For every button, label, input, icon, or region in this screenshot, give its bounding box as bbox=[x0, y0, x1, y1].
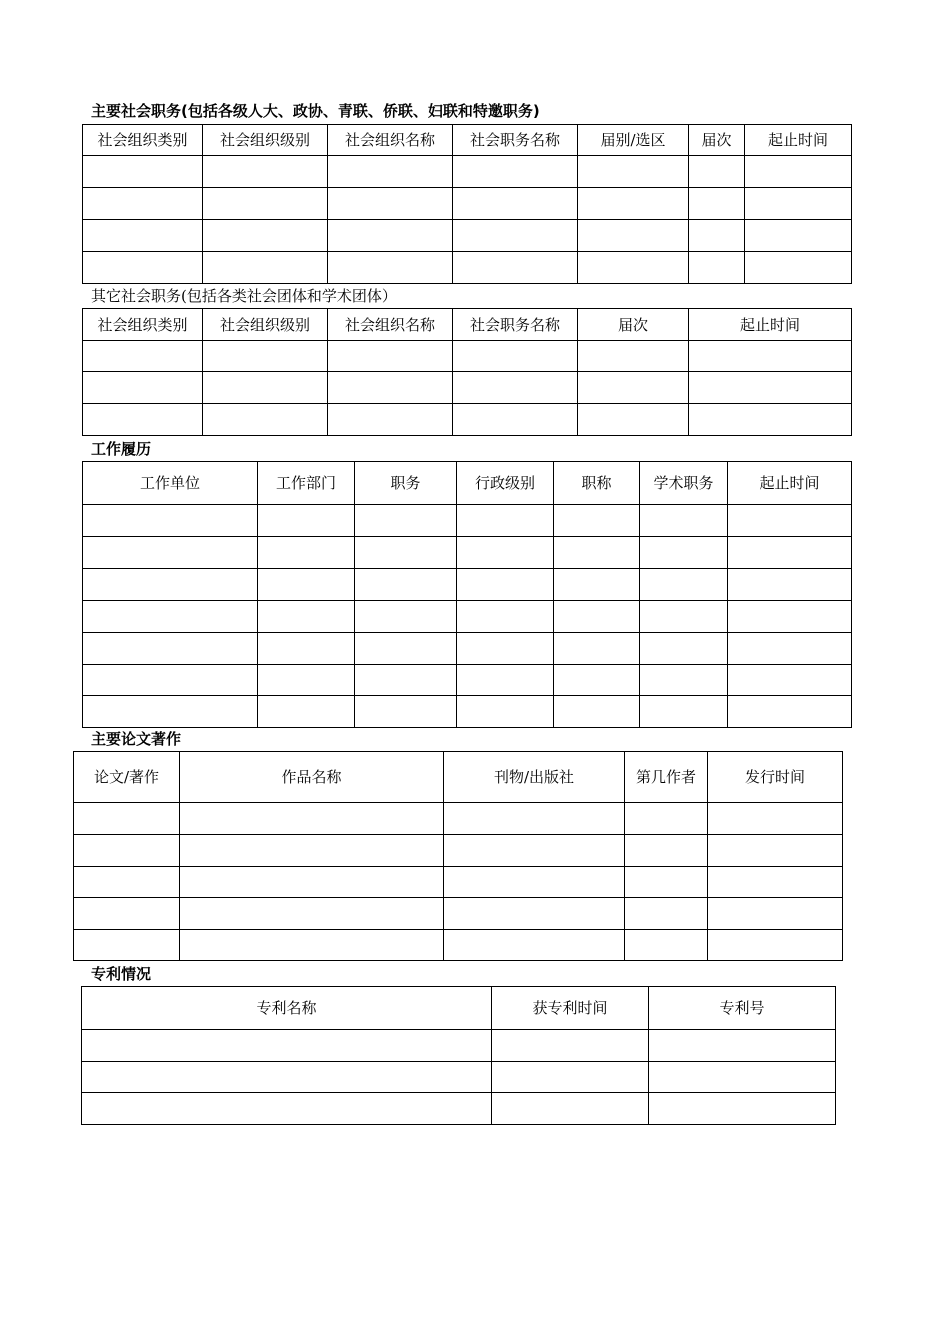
table-cell[interactable] bbox=[625, 930, 708, 961]
column-header: 社会组织名称 bbox=[328, 125, 453, 156]
table-cell[interactable] bbox=[258, 569, 355, 601]
column-header: 社会组织级别 bbox=[203, 125, 328, 156]
table-cell[interactable] bbox=[83, 633, 258, 665]
table-cell[interactable] bbox=[689, 252, 745, 284]
column-header: 社会职务名称 bbox=[453, 125, 578, 156]
table-cell[interactable] bbox=[708, 803, 843, 835]
table-cell[interactable] bbox=[578, 220, 689, 252]
table-cell[interactable] bbox=[328, 188, 453, 220]
table-cell[interactable] bbox=[625, 898, 708, 930]
table-work-history bbox=[82, 461, 852, 728]
table-cell[interactable] bbox=[444, 803, 625, 835]
table-cell[interactable] bbox=[328, 341, 453, 372]
table-cell[interactable] bbox=[640, 633, 728, 665]
table-row bbox=[83, 188, 852, 220]
table-cell[interactable] bbox=[180, 835, 444, 867]
table-cell[interactable] bbox=[745, 220, 852, 252]
table-cell[interactable] bbox=[728, 696, 852, 728]
table-cell[interactable] bbox=[728, 601, 852, 633]
table-cell[interactable] bbox=[649, 1030, 836, 1062]
table-row bbox=[74, 803, 843, 835]
table-cell[interactable] bbox=[554, 569, 640, 601]
table-cell[interactable] bbox=[180, 867, 444, 898]
table-cell[interactable] bbox=[689, 188, 745, 220]
column-header: 获专利时间 bbox=[492, 987, 649, 1030]
table-row bbox=[83, 505, 852, 537]
table-cell[interactable] bbox=[578, 188, 689, 220]
table-cell[interactable] bbox=[689, 404, 852, 436]
table-cell[interactable] bbox=[328, 252, 453, 284]
table-cell[interactable] bbox=[689, 372, 852, 404]
table-cell[interactable] bbox=[258, 696, 355, 728]
column-header: 专利号 bbox=[649, 987, 836, 1030]
table-cell[interactable] bbox=[457, 537, 554, 569]
table-cell[interactable] bbox=[492, 1093, 649, 1125]
table-cell[interactable] bbox=[708, 930, 843, 961]
section-title-other-social-positions: 其它社会职务(包括各类社会团体和学术团体） bbox=[91, 287, 397, 305]
table-cell[interactable] bbox=[625, 835, 708, 867]
table-row bbox=[83, 156, 852, 188]
column-header: 起止时间 bbox=[745, 125, 852, 156]
table-cell[interactable] bbox=[649, 1062, 836, 1093]
column-header: 论文/著作 bbox=[74, 752, 180, 803]
table-cell[interactable] bbox=[83, 505, 258, 537]
column-header: 社会组织类别 bbox=[83, 125, 203, 156]
table-cell[interactable] bbox=[453, 188, 578, 220]
table-cell[interactable] bbox=[74, 930, 180, 961]
table-cell[interactable] bbox=[554, 633, 640, 665]
table-cell[interactable] bbox=[708, 898, 843, 930]
column-header: 学术职务 bbox=[640, 462, 728, 505]
table-cell[interactable] bbox=[689, 220, 745, 252]
table-cell[interactable] bbox=[578, 341, 689, 372]
table-cell[interactable] bbox=[728, 505, 852, 537]
table-cell[interactable] bbox=[83, 188, 203, 220]
table-cell[interactable] bbox=[745, 252, 852, 284]
column-header: 社会组织名称 bbox=[328, 309, 453, 341]
column-header: 发行时间 bbox=[708, 752, 843, 803]
table-cell[interactable] bbox=[554, 505, 640, 537]
table-row bbox=[83, 601, 852, 633]
column-header: 届次 bbox=[689, 125, 745, 156]
table-cell[interactable] bbox=[203, 220, 328, 252]
table-row bbox=[82, 1030, 836, 1062]
table-cell[interactable] bbox=[728, 633, 852, 665]
table-cell[interactable] bbox=[444, 835, 625, 867]
table-cell[interactable] bbox=[457, 569, 554, 601]
table-cell[interactable] bbox=[203, 252, 328, 284]
table-cell[interactable] bbox=[83, 665, 258, 696]
table-cell[interactable] bbox=[457, 665, 554, 696]
column-header: 行政级别 bbox=[457, 462, 554, 505]
table-cell[interactable] bbox=[453, 404, 578, 436]
table-cell[interactable] bbox=[554, 696, 640, 728]
table-cell[interactable] bbox=[708, 867, 843, 898]
column-header: 社会职务名称 bbox=[453, 309, 578, 341]
table-cell[interactable] bbox=[640, 696, 728, 728]
table-row bbox=[74, 930, 843, 961]
table-cell[interactable] bbox=[82, 1093, 492, 1125]
table-row bbox=[74, 898, 843, 930]
table-cell[interactable] bbox=[328, 156, 453, 188]
table-cell[interactable] bbox=[355, 633, 457, 665]
table-cell[interactable] bbox=[74, 803, 180, 835]
table-cell[interactable] bbox=[492, 1062, 649, 1093]
table-cell[interactable] bbox=[578, 156, 689, 188]
section-title-publications: 主要论文著作 bbox=[91, 730, 182, 748]
table-cell[interactable] bbox=[640, 537, 728, 569]
section-title-work-history: 工作履历 bbox=[91, 440, 152, 458]
table-cell[interactable] bbox=[554, 665, 640, 696]
table-cell[interactable] bbox=[457, 696, 554, 728]
table-cell[interactable] bbox=[640, 505, 728, 537]
column-header: 起止时间 bbox=[728, 462, 852, 505]
table-cell[interactable] bbox=[457, 601, 554, 633]
column-header: 届次 bbox=[578, 309, 689, 341]
table-row bbox=[82, 1062, 836, 1093]
table-cell[interactable] bbox=[180, 930, 444, 961]
table-cell[interactable] bbox=[83, 404, 203, 436]
table-cell[interactable] bbox=[328, 404, 453, 436]
section-title-patents: 专利情况 bbox=[91, 965, 152, 983]
table-cell[interactable] bbox=[453, 156, 578, 188]
table-row bbox=[83, 404, 852, 436]
table-cell[interactable] bbox=[453, 372, 578, 404]
table-publications bbox=[73, 751, 843, 961]
table-cell[interactable] bbox=[203, 404, 328, 436]
table-cell[interactable] bbox=[258, 505, 355, 537]
column-header: 届别/选区 bbox=[578, 125, 689, 156]
table-cell[interactable] bbox=[625, 867, 708, 898]
column-header: 第几作者 bbox=[625, 752, 708, 803]
table-cell[interactable] bbox=[578, 372, 689, 404]
table-cell[interactable] bbox=[444, 930, 625, 961]
table-cell[interactable] bbox=[745, 188, 852, 220]
table-cell[interactable] bbox=[453, 220, 578, 252]
table-cell[interactable] bbox=[83, 537, 258, 569]
table-cell[interactable] bbox=[203, 372, 328, 404]
table-cell[interactable] bbox=[83, 156, 203, 188]
table-cell[interactable] bbox=[83, 601, 258, 633]
table-cell[interactable] bbox=[355, 665, 457, 696]
column-header: 刊物/出版社 bbox=[444, 752, 625, 803]
table-cell[interactable] bbox=[444, 867, 625, 898]
table-cell[interactable] bbox=[83, 220, 203, 252]
table-cell[interactable] bbox=[258, 601, 355, 633]
table-cell[interactable] bbox=[82, 1062, 492, 1093]
table-row bbox=[83, 372, 852, 404]
table-cell[interactable] bbox=[444, 898, 625, 930]
table-cell[interactable] bbox=[355, 696, 457, 728]
table-row bbox=[83, 220, 852, 252]
table-row bbox=[83, 341, 852, 372]
table-cell[interactable] bbox=[625, 803, 708, 835]
table-row bbox=[83, 537, 852, 569]
table-cell[interactable] bbox=[355, 505, 457, 537]
table-cell[interactable] bbox=[640, 601, 728, 633]
table-cell[interactable] bbox=[180, 898, 444, 930]
table-cell[interactable] bbox=[83, 252, 203, 284]
table-cell[interactable] bbox=[355, 569, 457, 601]
table-cell[interactable] bbox=[203, 341, 328, 372]
table-cell[interactable] bbox=[83, 341, 203, 372]
table-row bbox=[83, 665, 852, 696]
table-cell[interactable] bbox=[457, 505, 554, 537]
column-header: 社会组织级别 bbox=[203, 309, 328, 341]
table-cell[interactable] bbox=[689, 341, 852, 372]
table-cell[interactable] bbox=[328, 372, 453, 404]
table-cell[interactable] bbox=[453, 252, 578, 284]
table-cell[interactable] bbox=[355, 601, 457, 633]
table-row bbox=[83, 696, 852, 728]
table-cell[interactable] bbox=[554, 537, 640, 569]
table-cell[interactable] bbox=[258, 665, 355, 696]
table-row bbox=[83, 252, 852, 284]
column-header: 作品名称 bbox=[180, 752, 444, 803]
table-other-social-positions bbox=[82, 308, 852, 436]
table-cell[interactable] bbox=[83, 372, 203, 404]
table-cell[interactable] bbox=[258, 633, 355, 665]
table-cell[interactable] bbox=[180, 803, 444, 835]
column-header: 工作单位 bbox=[83, 462, 258, 505]
table-cell[interactable] bbox=[203, 188, 328, 220]
table-cell[interactable] bbox=[203, 156, 328, 188]
table-cell[interactable] bbox=[728, 665, 852, 696]
table-cell[interactable] bbox=[74, 867, 180, 898]
table-cell[interactable] bbox=[82, 1030, 492, 1062]
table-cell[interactable] bbox=[640, 569, 728, 601]
table-patents bbox=[81, 986, 836, 1125]
table-cell[interactable] bbox=[745, 156, 852, 188]
column-header: 社会组织类别 bbox=[83, 309, 203, 341]
table-cell[interactable] bbox=[640, 665, 728, 696]
table-row bbox=[74, 867, 843, 898]
column-header: 专利名称 bbox=[82, 987, 492, 1030]
table-cell[interactable] bbox=[355, 537, 457, 569]
table-cell[interactable] bbox=[457, 633, 554, 665]
table-cell[interactable] bbox=[578, 252, 689, 284]
table-row bbox=[83, 633, 852, 665]
table-cell[interactable] bbox=[83, 569, 258, 601]
column-header: 工作部门 bbox=[258, 462, 355, 505]
table-cell[interactable] bbox=[689, 156, 745, 188]
table-cell[interactable] bbox=[258, 537, 355, 569]
table-major-social-positions bbox=[82, 124, 852, 284]
section-title-major-social-positions: 主要社会职务(包括各级人大、政协、青联、侨联、妇联和特邀职务) bbox=[91, 102, 540, 120]
table-cell[interactable] bbox=[83, 696, 258, 728]
table-cell[interactable] bbox=[728, 537, 852, 569]
table-cell[interactable] bbox=[328, 220, 453, 252]
table-cell[interactable] bbox=[708, 835, 843, 867]
table-cell[interactable] bbox=[453, 341, 578, 372]
table-cell[interactable] bbox=[649, 1093, 836, 1125]
table-cell[interactable] bbox=[492, 1030, 649, 1062]
table-cell[interactable] bbox=[554, 601, 640, 633]
column-header: 起止时间 bbox=[689, 309, 852, 341]
table-row bbox=[74, 835, 843, 867]
column-header: 职称 bbox=[554, 462, 640, 505]
table-cell[interactable] bbox=[728, 569, 852, 601]
table-row bbox=[83, 569, 852, 601]
table-cell[interactable] bbox=[74, 898, 180, 930]
table-row bbox=[82, 1093, 836, 1125]
table-cell[interactable] bbox=[74, 835, 180, 867]
column-header: 职务 bbox=[355, 462, 457, 505]
table-cell[interactable] bbox=[578, 404, 689, 436]
